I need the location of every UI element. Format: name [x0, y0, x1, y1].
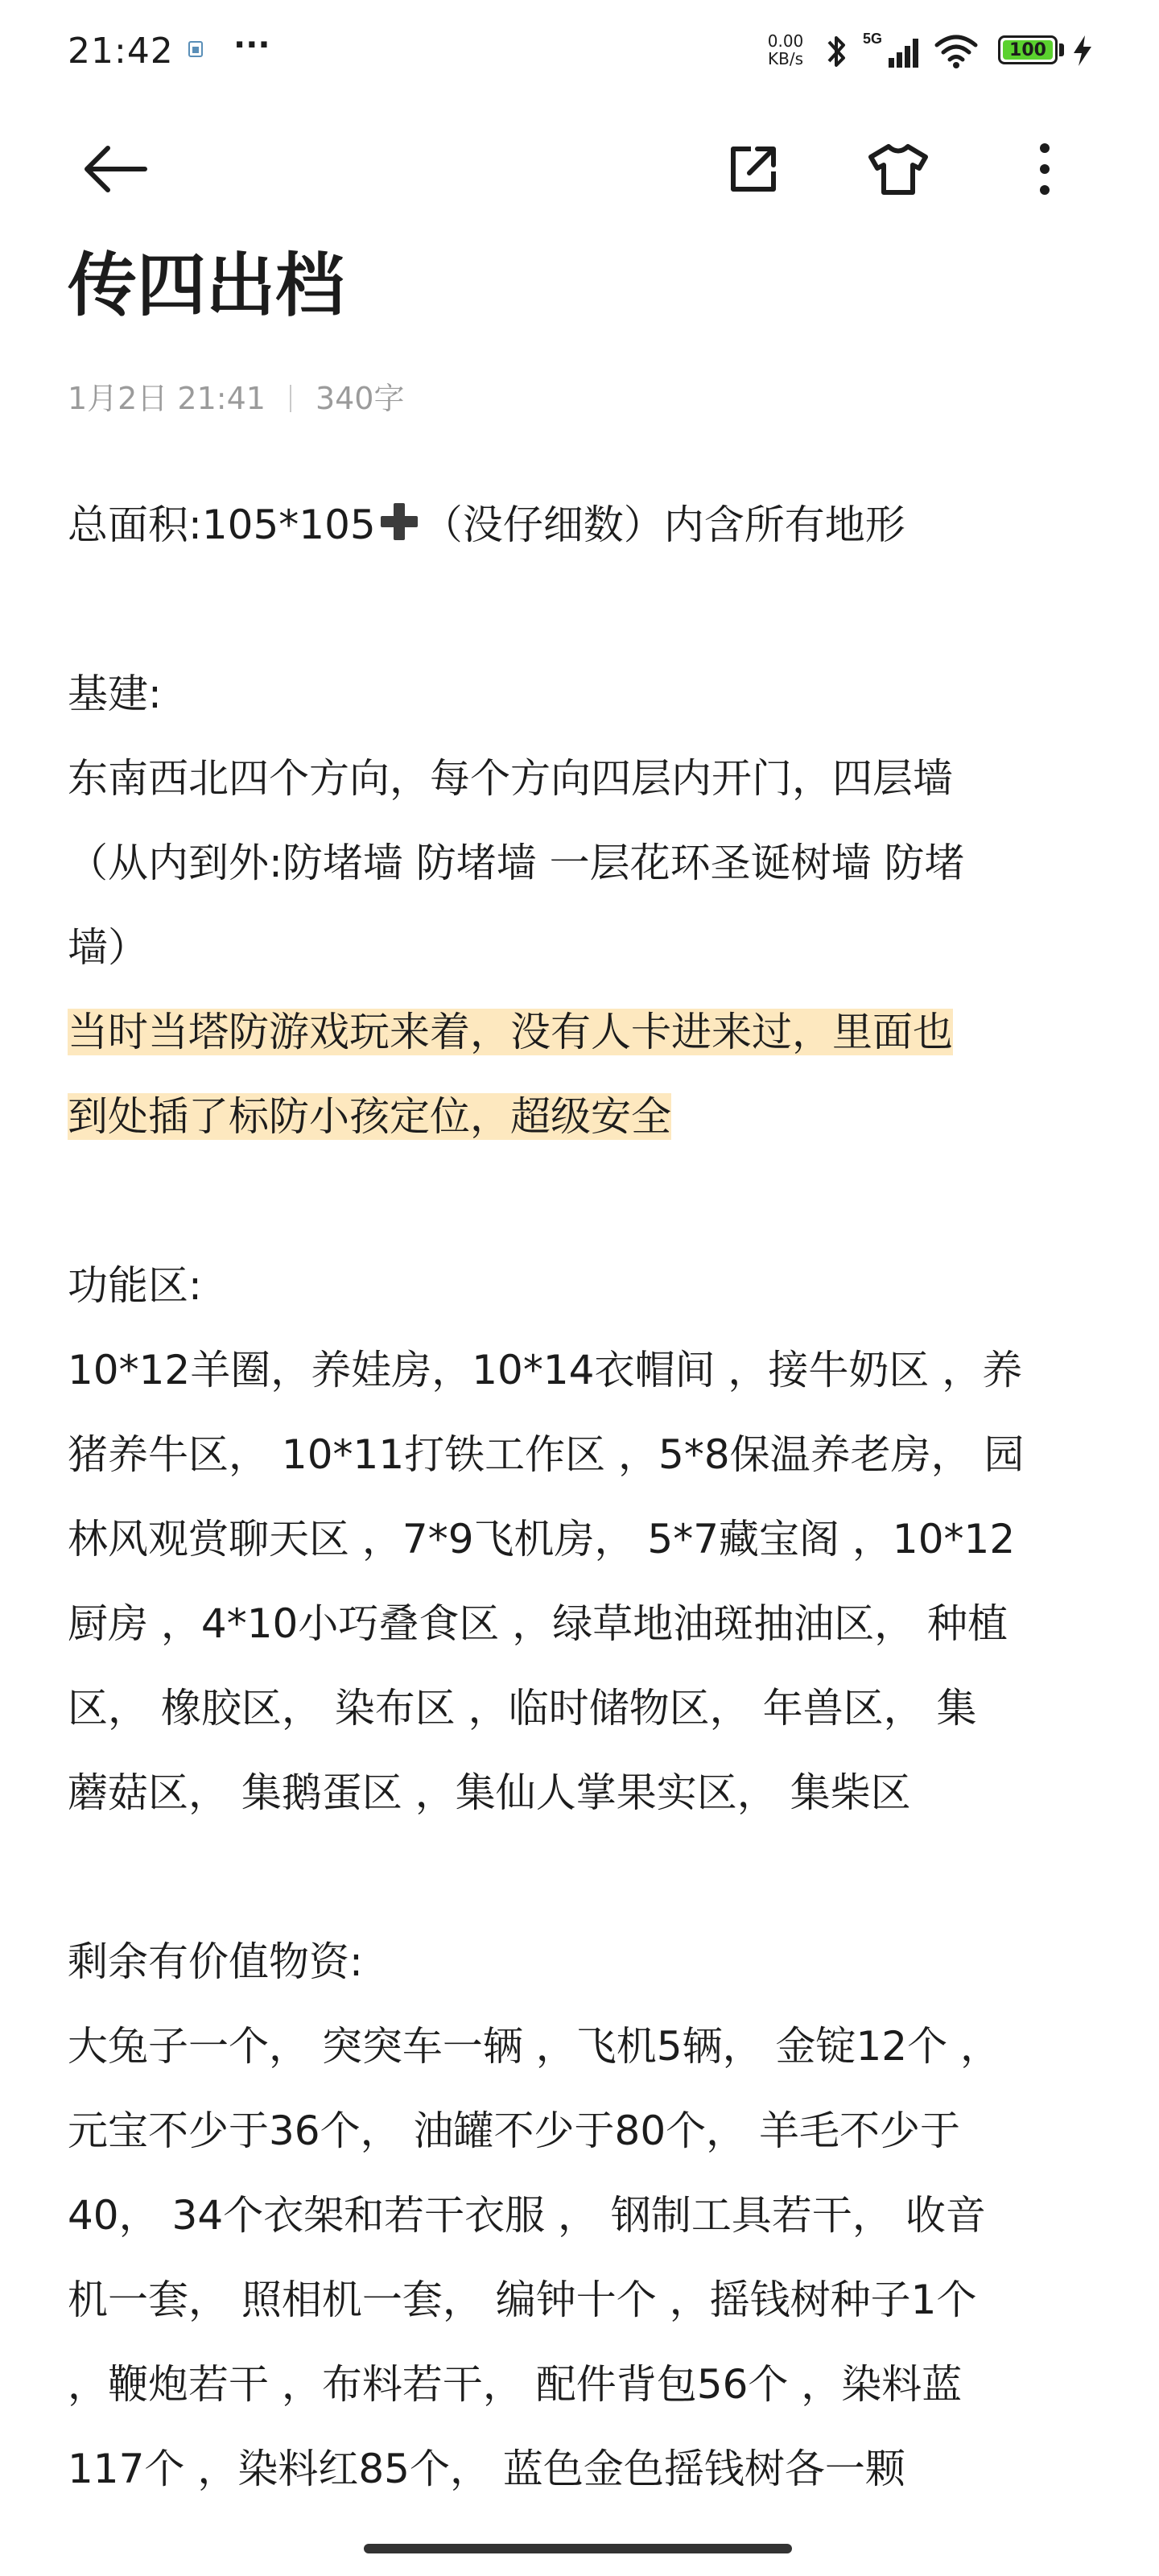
note-meta	[68, 378, 404, 419]
items-line: 117个 ，染料红85个， 蓝色金色摇钱树各一颗	[68, 2446, 905, 2492]
back-button[interactable]	[74, 129, 155, 209]
area-suffix: （没仔细数）内含所有地形	[422, 502, 905, 548]
infra-line: 东南西北四个方向，每个方向四层内开门，四层墙	[68, 755, 953, 802]
note-body[interactable]	[68, 483, 1106, 2512]
infra-heading: 基建:	[68, 671, 162, 717]
sim-icon	[187, 40, 204, 58]
items-line: 机一套， 照相机一套， 编钟十个 ，摇钱树种子1个	[68, 2277, 977, 2323]
items-heading: 剩余有价值物资:	[68, 1938, 363, 1985]
highlighted-line	[68, 990, 1106, 1075]
highlight-text: 当时当塔防游戏玩来着，没有人卡进来过，里面也	[68, 1009, 953, 1055]
more-icon	[1038, 142, 1051, 196]
home-indicator[interactable]	[364, 2544, 792, 2553]
meta-divider	[290, 385, 291, 412]
blank-line	[68, 1159, 1106, 1244]
signal-icon	[861, 31, 922, 71]
plus-emoji-icon	[377, 500, 421, 543]
area-prefix: 总面积:105*105	[68, 502, 376, 548]
func-line: 区， 橡胶区， 染布区 ，临时储物区， 年兽区， 集	[68, 1685, 977, 1732]
highlight-text: 到处插了标防小孩定位，超级安全	[68, 1093, 671, 1140]
more-button[interactable]	[1004, 129, 1085, 209]
status-time: 21:42	[68, 31, 174, 72]
bluetooth-icon	[821, 32, 852, 71]
blank-line	[68, 1835, 1106, 1920]
infra-line: 墙）	[68, 924, 148, 971]
battery-level: 100	[1003, 40, 1053, 60]
charging-icon	[1070, 34, 1095, 68]
func-line: 10*12羊圈，养娃房，10*14衣帽间 ，接牛奶区 ，养	[68, 1347, 1023, 1393]
infra-line: （从内到外:防堵墙 防堵墙 一层花环圣诞树墙 防堵	[68, 840, 965, 886]
note-date: 1月2日 21:41	[68, 381, 266, 416]
theme-button[interactable]	[858, 129, 938, 209]
note-char-count: 340字	[315, 381, 405, 416]
func-line: 猪养牛区， 10*11打铁工作区 ，5*8保温养老房， 园	[68, 1431, 1025, 1478]
battery-cap	[1059, 43, 1064, 56]
network-speed	[760, 32, 811, 68]
share-icon	[727, 142, 780, 196]
func-line: 蘑菇区， 集鹅蛋区 ，集仙人掌果实区， 集柴区	[68, 1769, 911, 1816]
network-speed-unit: KB/s	[768, 49, 803, 68]
func-line: 厨房 ，4*10小巧叠食区 ，绿草地油斑抽油区， 种植	[68, 1600, 1008, 1647]
highlighted-line	[68, 1075, 1106, 1159]
items-line: 大兔子一个， 突突车一辆 ，飞机5辆， 金锭12个 ，	[68, 2023, 1001, 2070]
func-heading: 功能区:	[68, 1262, 202, 1309]
items-line: 40， 34个衣架和若干衣服 ， 钢制工具若干， 收音	[68, 2192, 986, 2239]
area-line	[68, 483, 1106, 568]
blank-line	[68, 568, 1106, 652]
theme-shirt-icon	[868, 142, 929, 196]
network-speed-value: 0.00	[767, 31, 804, 51]
signal-label: 5G	[863, 31, 883, 47]
back-arrow-icon	[80, 145, 148, 193]
wifi-icon	[934, 34, 979, 69]
func-line: 林风观赏聊天区 ，7*9飞机房， 5*7藏宝阁 ，10*12	[68, 1516, 1016, 1563]
battery-icon	[998, 35, 1058, 64]
share-button[interactable]	[713, 129, 794, 209]
items-line: 元宝不少于36个， 油罐不少于80个， 羊毛不少于	[68, 2107, 961, 2154]
items-line: ，鞭炮若干 ，布料若干， 配件背包56个 ，染料蓝	[68, 2361, 963, 2408]
status-bar	[0, 0, 1159, 105]
note-title[interactable]: 传四出档	[68, 246, 344, 326]
more-status-icon: ···	[233, 27, 270, 64]
